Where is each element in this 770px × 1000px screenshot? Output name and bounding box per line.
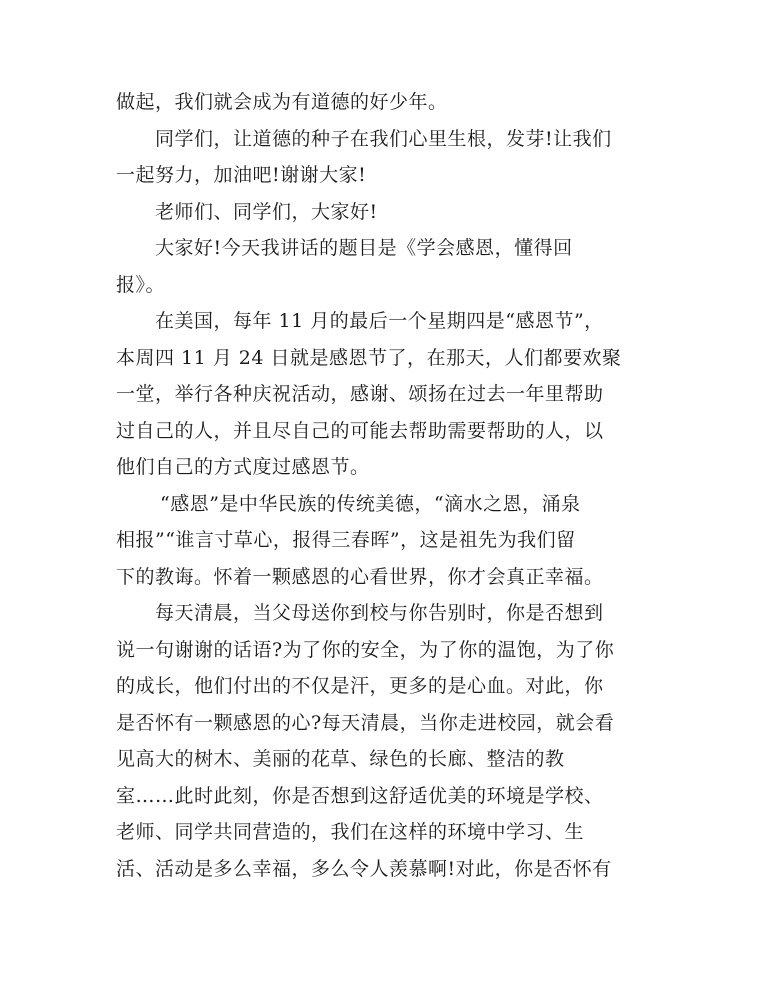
text-line: 每天清晨，当父母送你到校与你告别时，你是否想到 bbox=[155, 602, 604, 624]
text-line: 室……此时此刻，你是否想到这舒适优美的环境是学校、 bbox=[116, 784, 604, 807]
text-line: 下的教诲。怀着一颗感恩的心看世界，你才会真正幸福。 bbox=[116, 565, 604, 588]
text-line: 同学们，让道德的种子在我们心里生根，发芽!让我们 bbox=[155, 127, 612, 150]
text-line: 报》。 bbox=[116, 273, 166, 296]
text-line: 活、活动是多么幸福，多么令人羡慕啊!对此，你是否怀有 bbox=[116, 857, 612, 880]
text-line: 见高大的树木、美丽的花草、绿色的长廊、整洁的教 bbox=[116, 748, 565, 770]
text-line: 他们自己的方式度过感恩节。 bbox=[116, 456, 370, 478]
text-line: 相报”“谁言寸草心，报得三春晖”，这是祖先为我们留 bbox=[116, 529, 576, 551]
document-body bbox=[0, 84, 770, 887]
text-line: 做起，我们就会成为有道德的好少年。 bbox=[116, 91, 448, 113]
text-line: 老师、同学共同营造的，我们在这样的环境中学习、生 bbox=[116, 821, 585, 843]
text-line: 说一句谢谢的话语?为了你的安全，为了你的温饱，为了你 bbox=[116, 638, 615, 661]
text-line: 在美国，每年 11 月的最后一个星期四是“感恩节”， bbox=[155, 310, 604, 332]
text-line: 过自己的人，并且尽自己的可能去帮助需要帮助的人，以 bbox=[116, 419, 604, 442]
text-line: 老师们、同学们，大家好! bbox=[155, 200, 378, 223]
text-line: 的成长，他们付出的不仅是汗，更多的是心血。对此，你 bbox=[116, 675, 604, 697]
text-line: 本周四 11 月 24 日就是感恩节了，在那天，人们都要欢聚 bbox=[116, 346, 622, 369]
text-line: 一起努力，加油吧!谢谢大家! bbox=[116, 164, 367, 186]
text-line: 一堂，举行各种庆祝活动，感谢、颂扬在过去一年里帮助 bbox=[116, 383, 604, 405]
text-line: 大家好!今天我讲话的题目是《学会感恩，懂得回 bbox=[155, 237, 573, 259]
text-line: 是否怀有一颗感恩的心?每天清晨，当你走进校园，就会看 bbox=[116, 711, 615, 734]
text-line: “感恩”是中华民族的传统美德，“滴水之恩，涌泉 bbox=[160, 492, 581, 515]
